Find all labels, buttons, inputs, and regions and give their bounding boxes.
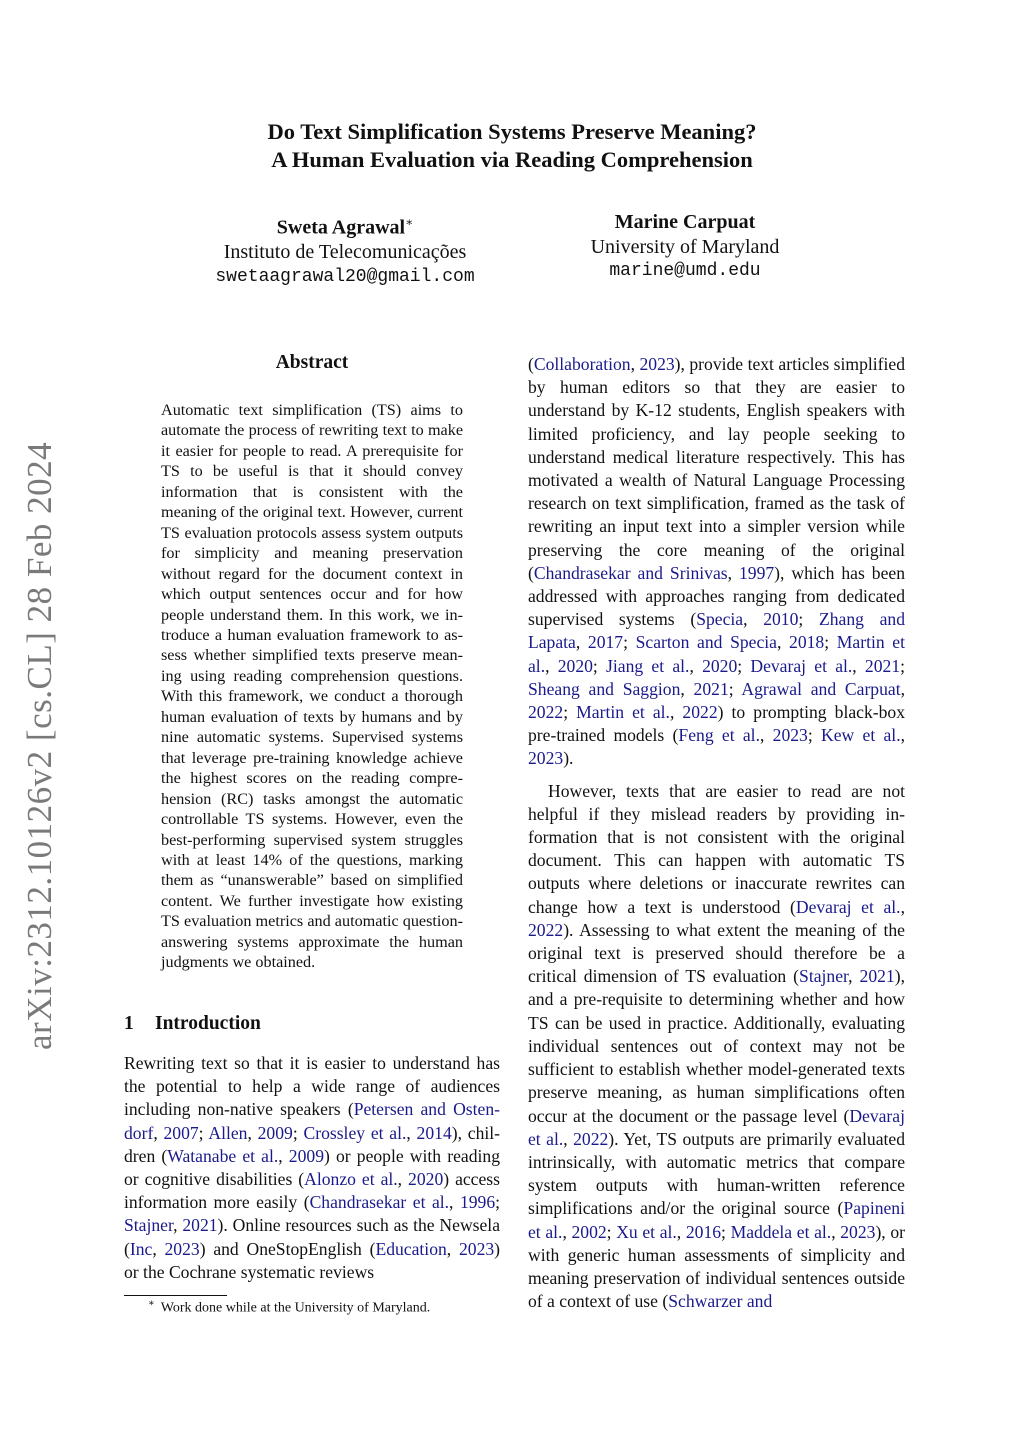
paragraph-text: , xyxy=(406,1122,417,1143)
footnote-mark: ∗ xyxy=(148,1298,155,1309)
right-paragraph-2 xyxy=(528,780,905,1314)
paragraph-text: , xyxy=(669,702,683,723)
paragraph-text: ; xyxy=(807,725,822,746)
citation-link[interactable]: Kew et al. xyxy=(821,725,901,746)
citation-link[interactable]: 2022 xyxy=(528,919,564,940)
paragraph-text: , xyxy=(676,1221,686,1242)
paragraph-text: , xyxy=(831,1221,841,1242)
author-block-1 xyxy=(180,210,510,289)
citation-link[interactable]: Specia xyxy=(696,609,744,630)
citation-link[interactable]: 1997 xyxy=(738,562,775,583)
paragraph-text: , xyxy=(563,1128,574,1149)
paragraph-text: , xyxy=(848,966,860,987)
paragraph-text: ( xyxy=(528,354,534,374)
abstract-body: Automatic text simplification (TS) aims to automate the process of rewriting text to make it easier for people to read. A prerequisite for TS to be useful is that it should convey information that is consistent with the meaning of the original text. However, current TS evaluation protocols assess system outputs for simplicity and meaning preservation without regard for the document context in which output sentences occur and for how people understand them. In this work, we introduce a human evaluation framework to assess whether simplified texts preserve meaning using reading comprehension questions. With this framework, we conduct a thorough human evaluation of texts by humans and by nine automatic systems. Supervised systems that leverage pre-training knowledge achieve the highest scores on the reading comprehension (RC) tasks amongst the automatic controllable TS systems. However, even the best-performing supervised system struggles with at least 14% of the questions, marking them as “unanswerable” based on simplified content. We further investigate how existing TS evaluation metrics and automatic question-answering systems approximate the human judgments we obtained. xyxy=(161,401,463,972)
author-footnote-mark: ∗ xyxy=(405,215,414,229)
citation-link[interactable]: 2022 xyxy=(682,702,718,723)
footnote xyxy=(148,1298,430,1317)
citation-link[interactable]: 2021 xyxy=(182,1215,218,1236)
citation-link[interactable]: Devaraj et al. xyxy=(528,1105,905,1149)
paragraph-text: ; xyxy=(798,609,819,630)
citation-link[interactable]: 2020 xyxy=(557,655,593,676)
citation-link[interactable]: Chandrasekar et al. xyxy=(309,1192,450,1213)
citation-link[interactable]: Devaraj et al. xyxy=(795,896,901,917)
paragraph-text: ; xyxy=(728,678,742,699)
citation-link[interactable]: 2023 xyxy=(639,354,675,374)
paragraph-text: ; xyxy=(495,1192,501,1213)
citation-link[interactable]: Education xyxy=(375,1238,447,1259)
paragraph-text: , xyxy=(852,655,865,676)
right-column xyxy=(528,353,905,1313)
author-affiliation: University of Maryland xyxy=(590,235,780,258)
citation-link[interactable]: Devaraj et al. xyxy=(750,655,853,676)
paragraph-text: , xyxy=(545,655,558,676)
citation-link[interactable]: Collaboration xyxy=(533,354,631,374)
author-affiliation: Instituto de Telecomunicações xyxy=(223,241,467,264)
footnote-text: Work done while at the University of Maryland. xyxy=(160,1300,431,1316)
paragraph-text: , xyxy=(153,1122,164,1143)
citation-link[interactable]: Petersen and Ostendorf xyxy=(124,1099,500,1143)
paragraph-text: ). Online resources such as the Newsela ( xyxy=(124,1215,501,1259)
citation-link[interactable]: 2023 xyxy=(840,1221,876,1242)
citation-link[interactable]: Xu et al. xyxy=(616,1221,677,1242)
paragraph-text: ) or the Cochrane systematic reviews xyxy=(124,1238,501,1282)
citation-link[interactable]: Papineni et al. xyxy=(528,1198,905,1242)
paragraph-text: ; xyxy=(606,1221,617,1242)
intro-paragraph-1 xyxy=(124,1052,500,1284)
citation-link[interactable]: 2020 xyxy=(408,1169,444,1190)
footnote-rule xyxy=(124,1295,227,1296)
section-heading-introduction xyxy=(124,1013,261,1035)
citation-link[interactable]: 2021 xyxy=(864,655,901,676)
right-paragraph-1 xyxy=(528,353,905,771)
citation-link[interactable]: Watanabe et al. xyxy=(167,1145,279,1166)
citation-link[interactable]: 2022 xyxy=(573,1128,609,1149)
paragraph-text: ; xyxy=(737,655,751,676)
paragraph-text: ), children ( xyxy=(124,1122,500,1166)
citation-link[interactable]: Zhang and Lapata xyxy=(528,609,906,653)
citation-link[interactable]: Stajner xyxy=(124,1215,174,1236)
paragraph-text: ) and OneStopEnglish ( xyxy=(199,1238,376,1259)
paragraph-text: ). Assessing to what extent the meaning of the original text is preserved should therefore be a critical dimension of TS evaluation ( xyxy=(528,919,905,987)
paragraph-text: ; xyxy=(563,702,577,723)
paragraph-text: ; xyxy=(824,632,837,653)
paragraph-text: , xyxy=(680,678,694,699)
citation-link[interactable]: 2002 xyxy=(571,1221,607,1242)
citation-link[interactable]: Scarton and Specia xyxy=(635,632,777,653)
title-line-2: A Human Evaluation via Reading Comprehension xyxy=(271,147,753,172)
citation-link[interactable]: 2020 xyxy=(702,655,738,676)
citation-link[interactable]: Martin et al. xyxy=(528,632,905,676)
citation-link[interactable]: Sheang and Saggion xyxy=(528,678,681,699)
paragraph-text: ), or with generic human assessments of simplicity and meaning preservation of individual sentences outside of a context of use ( xyxy=(528,1221,905,1312)
paragraph-text: , xyxy=(278,1145,289,1166)
paragraph-text: , xyxy=(689,655,703,676)
paragraph-text: , xyxy=(446,1238,459,1259)
citation-link[interactable]: Inc xyxy=(129,1238,153,1259)
citation-link[interactable]: Jiang et al. xyxy=(606,655,690,676)
author-email[interactable]: swetaagrawal20@gmail.com xyxy=(215,266,475,287)
author-name: Sweta Agrawal xyxy=(276,216,406,239)
paragraph-text: ), provide text articles simplified by human editors so that they are easier to understand by K-12 students, English speakers with limited proficiency, and lay people seeking to understand medical literature respectively. This has motivated a wealth of Natural Language Processing research on text simplification, framed as the task of rewriting an input text into a simpler version while preserving the core meaning of the original ( xyxy=(528,354,906,583)
citation-link[interactable]: Schwarzer and xyxy=(668,1291,773,1312)
citation-link[interactable]: 2014 xyxy=(416,1122,452,1143)
author-name: Marine Carpuat xyxy=(614,211,756,233)
paragraph-text: , xyxy=(900,678,906,699)
paragraph-text: ; xyxy=(623,632,636,653)
paragraph-text: ). xyxy=(563,748,574,769)
citation-link[interactable]: Feng et al. xyxy=(678,725,760,746)
citation-link[interactable]: Alonzo et al. xyxy=(304,1169,398,1190)
citation-link[interactable]: 2018 xyxy=(789,632,825,653)
paragraph-text: , xyxy=(575,632,588,653)
paragraph-text: ; xyxy=(198,1122,209,1143)
citation-link[interactable]: 2007 xyxy=(163,1122,199,1143)
citation-link[interactable]: 2023 xyxy=(772,725,808,746)
section-title: Introduction xyxy=(155,1013,261,1034)
paragraph-text: ; xyxy=(721,1221,731,1242)
paragraph-text: , xyxy=(900,725,905,746)
paragraph-text: , xyxy=(397,1169,409,1190)
citation-link[interactable]: 2023 xyxy=(528,748,564,769)
paragraph-text: ; xyxy=(592,655,607,676)
paragraph-text: Rewriting text so that it is easier to understand has the potential to help a wide range of audiences including non-native speakers ( xyxy=(124,1053,500,1120)
citation-link[interactable]: Crossley et al. xyxy=(303,1122,407,1143)
paragraph-text: , xyxy=(900,896,905,917)
paragraph-text: , xyxy=(759,725,773,746)
paragraph-text: ). Yet, TS outputs are primarily evaluated intrinsically, with automatic metrics that compare system outputs with human-written reference simplifications and/or the original source ( xyxy=(528,1128,905,1219)
paragraph-text: , xyxy=(562,1221,572,1242)
paragraph-text: ) or people with reading or cognitive disabilities ( xyxy=(124,1145,500,1190)
citation-link[interactable]: 2023 xyxy=(458,1238,495,1259)
citation-link[interactable]: Stajner xyxy=(799,966,849,987)
paragraph-text: , xyxy=(776,632,790,653)
abstract-heading: Abstract xyxy=(275,352,349,373)
author-email[interactable]: marine@umd.edu xyxy=(609,261,761,281)
citation-link[interactable]: 1996 xyxy=(459,1192,496,1213)
citation-link[interactable]: 2016 xyxy=(685,1221,722,1242)
arxiv-side-stamp: arXiv:2312.10126v2 [cs.CL] 28 Feb 2024 xyxy=(20,441,59,1050)
paragraph-text: , xyxy=(173,1215,183,1236)
paragraph-text: , xyxy=(247,1122,258,1143)
paragraph-text: , xyxy=(449,1192,460,1213)
paragraph-text: ), and a pre-requisite to determining whether and how TS can be used in practice. Additionally, evaluating individual sentences out of context may not be sufficient to establish whether model-generated texts preserve meaning, as human simplifications often occur at the document or the passage level ( xyxy=(528,966,905,1126)
citation-link[interactable]: 2010 xyxy=(763,609,799,630)
citation-link[interactable]: 2017 xyxy=(587,632,624,653)
citation-link[interactable]: Chandrasekar and Srinivas xyxy=(533,562,728,583)
title-line-1: Do Text Simplification Systems Preserve Meaning? xyxy=(267,119,757,144)
paragraph-text: ), which has been addressed with approaches ranging from dedicated supervised systems ( xyxy=(528,562,906,630)
citation-link[interactable]: 2009 xyxy=(257,1122,293,1143)
citation-link[interactable]: 2023 xyxy=(164,1238,200,1259)
citation-link[interactable]: 2021 xyxy=(693,678,729,699)
citation-link[interactable]: Agrawal and Carpuat xyxy=(741,678,901,699)
author-block-2 xyxy=(530,210,840,284)
paragraph-text: ) access information more easily ( xyxy=(124,1169,500,1213)
paragraph-text: However, texts that are easier to read are not helpful if they mislead readers by providing information that is not consistent with the original document. This can happen with automatic TS outputs where deletions or inaccurate rewrites can change how a text is understood ( xyxy=(528,780,905,917)
paragraph-text: , xyxy=(743,609,764,630)
paragraph-text: ) to prompting black-box pre-trained models ( xyxy=(528,702,905,746)
paper-title xyxy=(0,118,1024,174)
paragraph-text: ; xyxy=(900,655,905,676)
paragraph-text: ; xyxy=(292,1122,304,1143)
section-number: 1 xyxy=(124,1013,134,1034)
citation-link[interactable]: Maddela et al. xyxy=(730,1221,832,1242)
citation-link[interactable]: 2022 xyxy=(528,702,564,723)
citation-link[interactable]: 2021 xyxy=(859,966,895,987)
paragraph-text: , xyxy=(152,1238,165,1259)
citation-link[interactable]: Allen xyxy=(208,1122,248,1143)
paragraph-text: , xyxy=(727,562,739,583)
citation-link[interactable]: 2009 xyxy=(288,1145,324,1166)
citation-link[interactable]: Martin et al. xyxy=(576,702,670,723)
paragraph-text: , xyxy=(630,354,640,374)
